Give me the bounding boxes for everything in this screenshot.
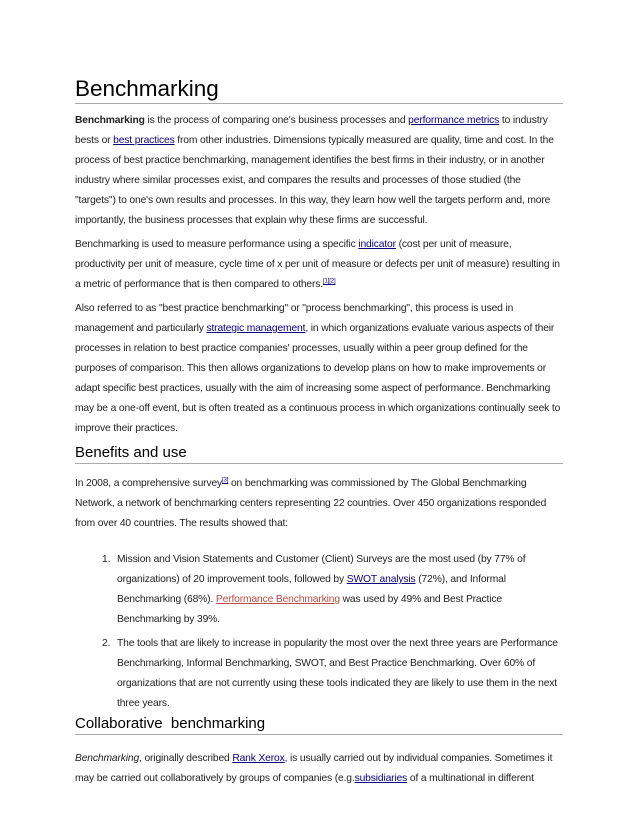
link-performance-benchmarking[interactable]: Performance Benchmarking xyxy=(215,594,340,605)
intro-paragraph: Benchmarking is the process of comparing one's business processes and performance metrics to industry bests or best practices from other industries. Dimensions typically measured are quality, time and cost. In the process of best practice benchmarking, management identifies the best firms in their industry, or in another industry where similar processes exist, and compares the results and processes of those studied (the "targets") to one's own results and processes. In this way, they learn how well the targets perform and, more importantly, the business processes that explain why these firms are successful. xyxy=(75,115,554,226)
page-title: Benchmarking xyxy=(75,76,563,104)
list-item: 2. The tools that are likely to increase in popularity the most over the next three years are Performance Benchmarking, Informal Benchmarking, SWOT, and Best Practice Benchmarking. Over 60% of organizations that are not currently using these tools indicated they are likely to use them in the next three years. xyxy=(113,634,563,714)
collaborative-paragraph: Benchmarking, originally described Rank Xerox, is usually carried out by individual companies. Sometimes it may be carried out collaboratively by groups of companies (e.g.subsidiaries of a multinational in different xyxy=(75,753,553,784)
link-swot-analysis[interactable]: SWOT analysis xyxy=(346,574,416,585)
strategic-paragraph: Also referred to as "best practice benchmarking" or "process benchmarking", this process is used in management and particularly strategic management, in which organizations evaluate various aspects of their processes in relation to best practice companies' processes, usually within a peer group defined for the purposes of comparison. This then allows organizations to develop plans on how to make improvements or adapt specific best practices, usually with the aim of increasing some aspect of performance. Benchmarking may be a one-off event, but is often treated as a continuous process in which organizations continually seek to improve their practices. xyxy=(75,303,561,434)
section-heading-benefits: Benefits and use xyxy=(75,443,563,464)
bold-term: Benchmarking xyxy=(75,115,145,126)
link-performance-metrics[interactable]: performance metrics xyxy=(408,115,500,126)
link-best-practices[interactable]: best practices xyxy=(113,135,175,146)
article xyxy=(75,76,563,789)
reference-3[interactable]: [3] xyxy=(222,477,229,484)
indicator-paragraph: Benchmarking is used to measure performance using a specific indicator (cost per unit of measure, productivity per unit of measure, cycle time of x per unit of measure or defects per unit of measure) resulting in a metric of performance that is then compared to others.[1][2] xyxy=(75,239,560,290)
section-heading-collaborative: Collaborative benchmarking xyxy=(75,714,563,735)
benefits-paragraph: In 2008, a comprehensive survey[3] on benchmarking was commissioned by The Global Benchmarking Network, a network of benchmarking centers representing 22 countries. Over 450 organizations responded from over 40 countries. The results showed that: xyxy=(75,477,547,529)
link-indicator[interactable]: indicator xyxy=(358,239,396,250)
list-item: 1. Mission and Vision Statements and Customer (Client) Surveys are the most used (by 77% of organizations) of 20 improvement tools, followed by SWOT analysis (72%), and Informal Benchmarking (68%). Performance Benchmarking was used by 49% and Best Practice Benchmarking by 39%. xyxy=(113,550,563,630)
results-list xyxy=(75,550,563,714)
link-strategic-management[interactable]: strategic management xyxy=(206,323,306,334)
link-subsidiaries[interactable]: subsidiaries xyxy=(354,773,408,784)
reference-1-2[interactable]: [1][2] xyxy=(323,278,336,285)
link-rank-xerox[interactable]: Rank Xerox xyxy=(232,753,285,764)
